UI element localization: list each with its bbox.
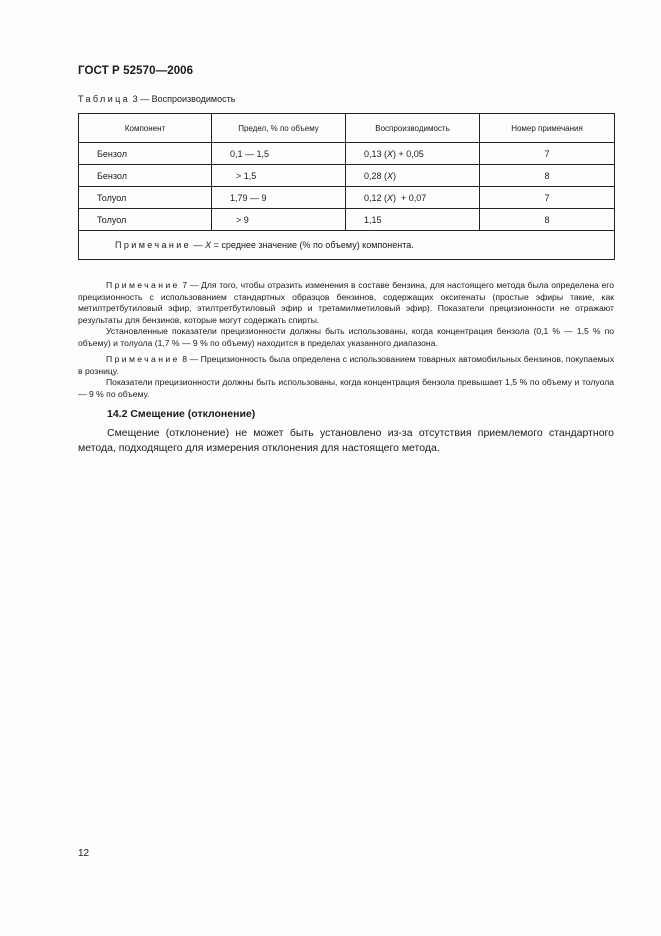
cell-limit: 1,79 — 9	[212, 187, 346, 209]
document-id-header: ГОСТ Р 52570—2006	[78, 65, 194, 77]
header-component: Компонент	[79, 114, 212, 143]
cell-reproducibility: 0,12 (X) + 0,07	[346, 187, 480, 209]
benzene-paragraph: Показатели прецизионности должны быть использованы, когда концентрация бензола превышает 1,5 % по объему и толуола — 9 % по объему.	[78, 377, 614, 399]
table-row	[79, 143, 615, 165]
page-number: 12	[78, 848, 90, 859]
header-limit: Предел, % по объему	[212, 114, 346, 143]
header-reproducibility: Воспроизводимость	[346, 114, 480, 143]
table-caption-word: Таблица	[78, 94, 131, 104]
notes-block	[78, 280, 614, 400]
cell-note-number: 8	[480, 165, 615, 187]
cell-note-number: 8	[480, 209, 615, 231]
cell-reproducibility: 0,13 (X) + 0,05	[346, 143, 480, 165]
note-8: Примечание 8 — Прецизионность была определена с использованием товарных автомобильных бензинов, покупаемых в розницу.	[78, 354, 614, 376]
table-header-row	[79, 114, 615, 143]
section-body: Смещение (отклонение) не может быть установлено из-за отсутствия приемлемого стандартного метода, подходящего для измерения отклонения для настоящего метода.	[78, 427, 614, 454]
table-row	[79, 165, 615, 187]
table-row	[79, 209, 615, 231]
cell-reproducibility: 0,28 (X)	[346, 165, 480, 187]
cell-reproducibility: 1,15	[346, 209, 480, 231]
cell-note-number: 7	[480, 187, 615, 209]
cell-limit: > 1,5	[212, 165, 346, 187]
cell-component: Толуол	[79, 209, 212, 231]
cell-limit: 0,1 — 1,5	[212, 143, 346, 165]
cell-limit: > 9	[212, 209, 346, 231]
section-heading: 14.2 Смещение (отклонение)	[107, 408, 256, 420]
header-note-number: Номер примечания	[480, 114, 615, 143]
table-row	[79, 187, 615, 209]
table-caption	[78, 94, 235, 104]
usage-paragraph: Установленные показатели прецизионности должны быть использованы, когда концентрация бензола (0,1 % — 1,5 % по объему) и толуола (1,7 % — 9 % по объему) находится в пределах указанного диапазона.	[78, 326, 614, 348]
cell-component: Бензол	[79, 143, 212, 165]
cell-component: Бензол	[79, 165, 212, 187]
note-7: Примечание 7 — Для того, чтобы отразить изменения в составе бензина, для настоящего метода была определена его прецизионность с использованием стандартных образцов бензинов, содержащих оксигенаты (простые эфиры такие, как метилтретбутиловый эфир, этилтретбутиловый эфир и третамилметиловый эфир). Показатели прецизионности не отражают результаты для бензинов, которые могут содержать спирты.	[78, 280, 614, 325]
table-note: Примечание — X = среднее значение (% по объему) компонента.	[79, 231, 615, 260]
table-note-row	[79, 231, 615, 260]
reproducibility-table	[78, 113, 615, 260]
table-caption-title: 3 — Воспроизводимость	[132, 94, 236, 104]
cell-component: Толуол	[79, 187, 212, 209]
cell-note-number: 7	[480, 143, 615, 165]
